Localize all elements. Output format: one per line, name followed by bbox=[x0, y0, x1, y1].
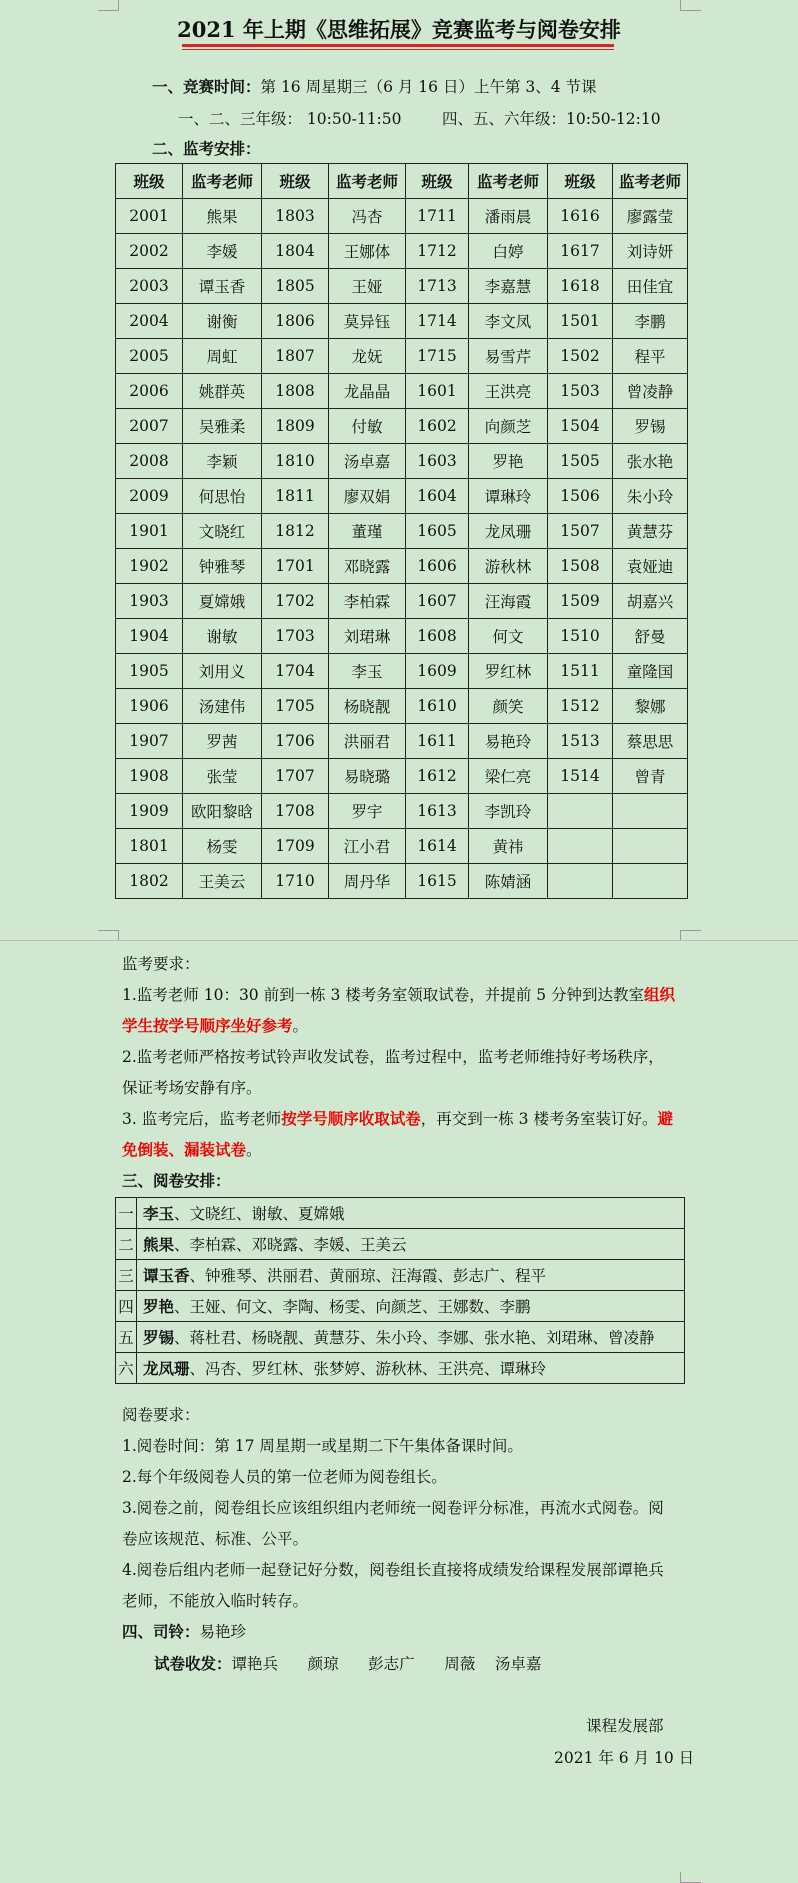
teacher-cell: 谭琳玲 bbox=[469, 479, 548, 514]
table-row bbox=[116, 689, 688, 724]
group-leader: 谭玉香 bbox=[143, 1266, 190, 1285]
section3-label: 三、阅卷安排： bbox=[122, 1171, 231, 1190]
class-cell: 1901 bbox=[116, 514, 183, 549]
class-cell: 2008 bbox=[116, 444, 183, 479]
table-row bbox=[116, 584, 688, 619]
teacher-cell: 舒曼 bbox=[613, 619, 688, 654]
marking-req-3: 3.阅卷之前，阅卷组长应该组织组内老师统一阅卷评分标准，再流水式阅卷。阅 bbox=[122, 1499, 664, 1517]
grade-cell: 二 bbox=[116, 1229, 137, 1260]
table-row bbox=[116, 269, 688, 304]
section4-label: 四、司铃： bbox=[122, 1622, 200, 1641]
marking-table bbox=[115, 1197, 685, 1384]
bell-person: 易艳珍 bbox=[199, 1623, 247, 1641]
teacher-cell: 胡嘉兴 bbox=[613, 584, 688, 619]
class-cell: 1602 bbox=[406, 409, 469, 444]
teacher-cell: 何文 bbox=[469, 619, 548, 654]
marking-req-1: 1.阅卷时间：第 17 周星期一或星期二下午集体备课时间。 bbox=[122, 1437, 523, 1455]
page-corner-mark bbox=[98, 0, 119, 11]
teacher-cell: 易艳玲 bbox=[469, 724, 548, 759]
markers-cell bbox=[137, 1322, 685, 1353]
table-row bbox=[116, 374, 688, 409]
class-cell: 1708 bbox=[262, 794, 329, 829]
teacher-cell: 罗宇 bbox=[329, 794, 406, 829]
teacher-cell: 夏嫦娥 bbox=[183, 584, 262, 619]
class-cell: 2006 bbox=[116, 374, 183, 409]
teacher-cell: 廖双娟 bbox=[329, 479, 406, 514]
column-header: 监考老师 bbox=[329, 164, 406, 199]
teacher-cell: 黎娜 bbox=[613, 689, 688, 724]
teacher-cell: 江小君 bbox=[329, 829, 406, 864]
class-cell: 1805 bbox=[262, 269, 329, 304]
class-cell: 1702 bbox=[262, 584, 329, 619]
teacher-cell: 童隆国 bbox=[613, 654, 688, 689]
teacher-cell: 莫异钰 bbox=[329, 304, 406, 339]
table-row bbox=[116, 794, 688, 829]
class-cell: 1704 bbox=[262, 654, 329, 689]
table-row bbox=[116, 339, 688, 374]
class-cell: 1710 bbox=[262, 864, 329, 899]
class-cell: 1807 bbox=[262, 339, 329, 374]
page-title: 2021 年上期《思维拓展》竞赛监考与阅卷安排 bbox=[177, 17, 621, 42]
class-cell: 1611 bbox=[406, 724, 469, 759]
teacher-cell: 杨晓靓 bbox=[329, 689, 406, 724]
teacher-cell: 李柏霖 bbox=[329, 584, 406, 619]
teacher-cell bbox=[613, 794, 688, 829]
group-members: 、文晓红、谢敏、夏嫦娥 bbox=[174, 1205, 345, 1223]
class-cell: 1610 bbox=[406, 689, 469, 724]
class-cell: 1501 bbox=[548, 304, 613, 339]
table-row bbox=[116, 724, 688, 759]
class-cell: 1803 bbox=[262, 199, 329, 234]
teacher-cell: 王娜体 bbox=[329, 234, 406, 269]
class-cell: 1806 bbox=[262, 304, 329, 339]
class-cell: 1503 bbox=[548, 374, 613, 409]
teacher-cell: 白婷 bbox=[469, 234, 548, 269]
class-cell: 1801 bbox=[116, 829, 183, 864]
table-row bbox=[116, 444, 688, 479]
teacher-cell: 董瑾 bbox=[329, 514, 406, 549]
table-row bbox=[116, 864, 688, 899]
class-cell: 2002 bbox=[116, 234, 183, 269]
table-row bbox=[116, 234, 688, 269]
req-highlight: 免倒装、漏装试卷 bbox=[122, 1140, 247, 1159]
class-cell: 1705 bbox=[262, 689, 329, 724]
teacher-cell: 周丹华 bbox=[329, 864, 406, 899]
supervision-req-label: 监考要求： bbox=[122, 955, 200, 973]
teacher-cell: 杨雯 bbox=[183, 829, 262, 864]
class-cell: 1506 bbox=[548, 479, 613, 514]
class-cell bbox=[548, 864, 613, 899]
teacher-cell: 刘用义 bbox=[183, 654, 262, 689]
teacher-cell: 谢敏 bbox=[183, 619, 262, 654]
class-cell: 1701 bbox=[262, 549, 329, 584]
class-cell: 1502 bbox=[548, 339, 613, 374]
class-cell: 1616 bbox=[548, 199, 613, 234]
footer-date: 2021 年 6 月 10 日 bbox=[554, 1749, 695, 1767]
class-cell: 1511 bbox=[548, 654, 613, 689]
class-cell: 1904 bbox=[116, 619, 183, 654]
group-leader: 罗锡 bbox=[143, 1328, 175, 1347]
supervision-req-2: 2.监考老师严格按考试铃声收发试卷，监考过程中，监考老师维持好考场秩序， bbox=[122, 1048, 664, 1066]
teacher-cell: 李玉 bbox=[329, 654, 406, 689]
footer-dept: 课程发展部 bbox=[586, 1717, 664, 1735]
competition-time-line bbox=[152, 75, 597, 97]
group-leader: 龙凤珊 bbox=[143, 1359, 190, 1378]
class-cell: 1703 bbox=[262, 619, 329, 654]
markers-cell bbox=[137, 1198, 685, 1229]
teacher-cell: 陈婧涵 bbox=[469, 864, 548, 899]
req-highlight: 学生按学号顺序坐好参考 bbox=[122, 1016, 293, 1035]
class-cell: 1509 bbox=[548, 584, 613, 619]
class-cell: 1512 bbox=[548, 689, 613, 724]
group-members: 、钟雅琴、洪丽君、黄丽琼、汪海霞、彭志广、程平 bbox=[189, 1267, 547, 1285]
table-row bbox=[116, 479, 688, 514]
supervision-req-3-cont bbox=[122, 1138, 262, 1160]
time-upper-grades: 四、五、六年级：10:50-12:10 bbox=[442, 110, 661, 128]
req-text: 。 bbox=[292, 1017, 309, 1035]
class-cell: 1809 bbox=[262, 409, 329, 444]
group-members: 、冯杏、罗红林、张梦婷、游秋林、王洪亮、谭琳玲 bbox=[189, 1360, 547, 1378]
table-row bbox=[116, 304, 688, 339]
teacher-cell: 冯杏 bbox=[329, 199, 406, 234]
teacher-cell: 汤建伟 bbox=[183, 689, 262, 724]
teacher-cell: 黄祎 bbox=[469, 829, 548, 864]
time-lower-grades: 一、二、三年级： 10:50-11:50 bbox=[178, 110, 402, 128]
class-cell: 1609 bbox=[406, 654, 469, 689]
class-cell: 1808 bbox=[262, 374, 329, 409]
teacher-cell: 李颖 bbox=[183, 444, 262, 479]
teacher-cell: 王娅 bbox=[329, 269, 406, 304]
section1-label: 一、竞赛时间： bbox=[152, 77, 261, 96]
class-cell: 1614 bbox=[406, 829, 469, 864]
class-cell: 1514 bbox=[548, 759, 613, 794]
teacher-cell: 付敏 bbox=[329, 409, 406, 444]
teacher-cell bbox=[613, 864, 688, 899]
class-cell: 1902 bbox=[116, 549, 183, 584]
group-members: 、李柏霖、邓晓露、李媛、王美云 bbox=[174, 1236, 407, 1254]
teacher-cell: 袁娅迪 bbox=[613, 549, 688, 584]
grade-cell: 四 bbox=[116, 1291, 137, 1322]
req-text: 。 bbox=[246, 1141, 262, 1159]
group-leader: 罗艳 bbox=[143, 1297, 175, 1316]
teacher-cell: 张莹 bbox=[183, 759, 262, 794]
markers-cell bbox=[137, 1291, 685, 1322]
teacher-cell: 熊果 bbox=[183, 199, 262, 234]
teacher-cell: 龙妩 bbox=[329, 339, 406, 374]
group-members: 、蒋杜君、杨晓靓、黄慧芬、朱小玲、李娜、张水艳、刘珺琳、曾凌静 bbox=[174, 1329, 655, 1347]
section1-text: 第 16 周星期三（6 月 16 日）上午第 3、4 节课 bbox=[260, 78, 597, 96]
marking-req-4: 4.阅卷后组内老师一起登记好分数，阅卷组长直接将成绩发给课程发展部谭艳兵 bbox=[122, 1561, 664, 1579]
class-cell: 1618 bbox=[548, 269, 613, 304]
teacher-cell: 颜笑 bbox=[469, 689, 548, 724]
supervision-req-3 bbox=[122, 1107, 673, 1129]
grade-cell: 六 bbox=[116, 1353, 137, 1384]
class-cell: 1510 bbox=[548, 619, 613, 654]
teacher-cell bbox=[613, 829, 688, 864]
class-cell: 1713 bbox=[406, 269, 469, 304]
class-cell: 1802 bbox=[116, 864, 183, 899]
class-cell: 1715 bbox=[406, 339, 469, 374]
teacher-cell: 李文凤 bbox=[469, 304, 548, 339]
class-cell: 1601 bbox=[406, 374, 469, 409]
table-row bbox=[116, 409, 688, 444]
teacher-cell: 欧阳黎晗 bbox=[183, 794, 262, 829]
column-header: 班级 bbox=[548, 164, 613, 199]
column-header: 监考老师 bbox=[469, 164, 548, 199]
table-row bbox=[116, 549, 688, 584]
bell-line bbox=[122, 1620, 246, 1642]
class-cell: 1608 bbox=[406, 619, 469, 654]
class-cell: 1612 bbox=[406, 759, 469, 794]
class-cell: 1706 bbox=[262, 724, 329, 759]
markers-cell bbox=[137, 1229, 685, 1260]
grade-cell: 三 bbox=[116, 1260, 137, 1291]
class-cell: 1903 bbox=[116, 584, 183, 619]
class-cell: 1712 bbox=[406, 234, 469, 269]
req-text: ，再交到一栋 3 楼考务室装订好。 bbox=[420, 1110, 658, 1128]
teacher-cell: 王美云 bbox=[183, 864, 262, 899]
teacher-cell: 洪丽君 bbox=[329, 724, 406, 759]
teacher-cell: 朱小玲 bbox=[613, 479, 688, 514]
group-leader: 李玉 bbox=[143, 1204, 175, 1223]
req-text: 1.监考老师 10：30 前到一栋 3 楼考务室领取试卷，并提前 5 分钟到达教室 bbox=[122, 986, 645, 1004]
title-underline bbox=[182, 44, 614, 47]
class-cell: 2009 bbox=[116, 479, 183, 514]
class-cell bbox=[548, 794, 613, 829]
grade-cell: 五 bbox=[116, 1322, 137, 1353]
class-cell: 1905 bbox=[116, 654, 183, 689]
class-cell: 1907 bbox=[116, 724, 183, 759]
table-row bbox=[116, 1260, 685, 1291]
supervision-table bbox=[115, 163, 688, 899]
table-row bbox=[116, 1198, 685, 1229]
group-leader: 熊果 bbox=[143, 1235, 175, 1254]
class-cell bbox=[548, 829, 613, 864]
teacher-cell: 廖露莹 bbox=[613, 199, 688, 234]
req-highlight: 按学号顺序收取试卷 bbox=[281, 1109, 421, 1128]
class-cell: 2001 bbox=[116, 199, 183, 234]
page-break-line bbox=[0, 940, 798, 941]
collect-names: 谭艳兵 颜琼 彭志广 周薇 汤卓嘉 bbox=[231, 1655, 542, 1673]
table-row bbox=[116, 1291, 685, 1322]
teacher-cell: 谭玉香 bbox=[183, 269, 262, 304]
teacher-cell: 易晓璐 bbox=[329, 759, 406, 794]
teacher-cell: 何思怡 bbox=[183, 479, 262, 514]
supervision-req-1 bbox=[122, 983, 675, 1005]
teacher-cell: 王洪亮 bbox=[469, 374, 548, 409]
teacher-cell: 罗红林 bbox=[469, 654, 548, 689]
class-cell: 2005 bbox=[116, 339, 183, 374]
column-header: 班级 bbox=[262, 164, 329, 199]
collect-label: 试卷收发： bbox=[154, 1654, 232, 1673]
class-cell: 2007 bbox=[116, 409, 183, 444]
teacher-cell: 程平 bbox=[613, 339, 688, 374]
class-cell: 2004 bbox=[116, 304, 183, 339]
page-corner-mark bbox=[680, 0, 701, 11]
table-row bbox=[116, 514, 688, 549]
teacher-cell: 蔡思思 bbox=[613, 724, 688, 759]
teacher-cell: 曾青 bbox=[613, 759, 688, 794]
class-cell: 1812 bbox=[262, 514, 329, 549]
class-cell: 1711 bbox=[406, 199, 469, 234]
class-cell: 2003 bbox=[116, 269, 183, 304]
class-cell: 1513 bbox=[548, 724, 613, 759]
teacher-cell: 罗茜 bbox=[183, 724, 262, 759]
markers-cell bbox=[137, 1260, 685, 1291]
teacher-cell: 黄慧芬 bbox=[613, 514, 688, 549]
table-row bbox=[116, 1353, 685, 1384]
teacher-cell: 汪海霞 bbox=[469, 584, 548, 619]
class-cell: 1709 bbox=[262, 829, 329, 864]
teacher-cell: 罗锡 bbox=[613, 409, 688, 444]
marking-req-3-cont: 卷应该规范、标准、公平。 bbox=[122, 1530, 309, 1548]
class-cell: 1605 bbox=[406, 514, 469, 549]
table-row bbox=[116, 654, 688, 689]
table-row bbox=[116, 1229, 685, 1260]
teacher-cell: 罗艳 bbox=[469, 444, 548, 479]
teacher-cell: 向颜芝 bbox=[469, 409, 548, 444]
class-cell: 1504 bbox=[548, 409, 613, 444]
teacher-cell: 邓晓露 bbox=[329, 549, 406, 584]
teacher-cell: 李媛 bbox=[183, 234, 262, 269]
teacher-cell: 龙凤珊 bbox=[469, 514, 548, 549]
class-cell: 1909 bbox=[116, 794, 183, 829]
markers-cell bbox=[137, 1353, 685, 1384]
teacher-cell: 谢衡 bbox=[183, 304, 262, 339]
teacher-cell: 龙晶晶 bbox=[329, 374, 406, 409]
req-highlight: 组织 bbox=[644, 985, 676, 1004]
table-row bbox=[116, 759, 688, 794]
teacher-cell: 文晓红 bbox=[183, 514, 262, 549]
teacher-cell: 刘诗妍 bbox=[613, 234, 688, 269]
paper-collect-line bbox=[154, 1652, 541, 1674]
class-cell: 1810 bbox=[262, 444, 329, 479]
teacher-cell: 姚群英 bbox=[183, 374, 262, 409]
class-cell: 1606 bbox=[406, 549, 469, 584]
section2-label: 二、监考安排： bbox=[152, 139, 261, 158]
marking-req-2: 2.每个年级阅卷人员的第一位老师为阅卷组长。 bbox=[122, 1468, 447, 1486]
class-cell: 1714 bbox=[406, 304, 469, 339]
table-row bbox=[116, 619, 688, 654]
teacher-cell: 钟雅琴 bbox=[183, 549, 262, 584]
class-cell: 1906 bbox=[116, 689, 183, 724]
teacher-cell: 潘雨晨 bbox=[469, 199, 548, 234]
class-cell: 1908 bbox=[116, 759, 183, 794]
class-cell: 1804 bbox=[262, 234, 329, 269]
class-cell: 1604 bbox=[406, 479, 469, 514]
supervision-req-1-cont bbox=[122, 1014, 308, 1036]
teacher-cell: 易雪芹 bbox=[469, 339, 548, 374]
class-cell: 1505 bbox=[548, 444, 613, 479]
teacher-cell: 游秋林 bbox=[469, 549, 548, 584]
grade-cell: 一 bbox=[116, 1198, 137, 1229]
title-underline-thin bbox=[182, 49, 614, 50]
teacher-cell: 李嘉慧 bbox=[469, 269, 548, 304]
teacher-cell: 张水艳 bbox=[613, 444, 688, 479]
column-header: 监考老师 bbox=[613, 164, 688, 199]
teacher-cell: 刘珺琳 bbox=[329, 619, 406, 654]
teacher-cell: 汤卓嘉 bbox=[329, 444, 406, 479]
class-cell: 1507 bbox=[548, 514, 613, 549]
marking-req-label: 阅卷要求： bbox=[122, 1406, 200, 1424]
class-cell: 1811 bbox=[262, 479, 329, 514]
class-cell: 1603 bbox=[406, 444, 469, 479]
req-highlight: 避 bbox=[657, 1109, 673, 1128]
supervision-req-2-cont: 保证考场安静有序。 bbox=[122, 1079, 262, 1097]
teacher-cell: 李鹏 bbox=[613, 304, 688, 339]
column-header: 班级 bbox=[406, 164, 469, 199]
teacher-cell: 吴雅柔 bbox=[183, 409, 262, 444]
class-cell: 1617 bbox=[548, 234, 613, 269]
teacher-cell: 周虹 bbox=[183, 339, 262, 374]
teacher-cell: 李凯玲 bbox=[469, 794, 548, 829]
group-members: 、王娅、何文、李陶、杨雯、向颜芝、王娜数、李鹏 bbox=[174, 1298, 531, 1316]
marking-req-4-cont: 老师，不能放入临时转存。 bbox=[122, 1592, 309, 1610]
table-row bbox=[116, 199, 688, 234]
table-row bbox=[116, 829, 688, 864]
table-header-row bbox=[116, 164, 688, 199]
teacher-cell: 曾凌静 bbox=[613, 374, 688, 409]
class-cell: 1508 bbox=[548, 549, 613, 584]
class-cell: 1707 bbox=[262, 759, 329, 794]
column-header: 监考老师 bbox=[183, 164, 262, 199]
column-header: 班级 bbox=[116, 164, 183, 199]
class-cell: 1613 bbox=[406, 794, 469, 829]
teacher-cell: 梁仁亮 bbox=[469, 759, 548, 794]
class-cell: 1615 bbox=[406, 864, 469, 899]
teacher-cell: 田佳宜 bbox=[613, 269, 688, 304]
table-row bbox=[116, 1322, 685, 1353]
req-text: 3. 监考完后，监考老师 bbox=[122, 1110, 282, 1128]
class-cell: 1607 bbox=[406, 584, 469, 619]
page-corner-mark bbox=[680, 1872, 701, 1883]
